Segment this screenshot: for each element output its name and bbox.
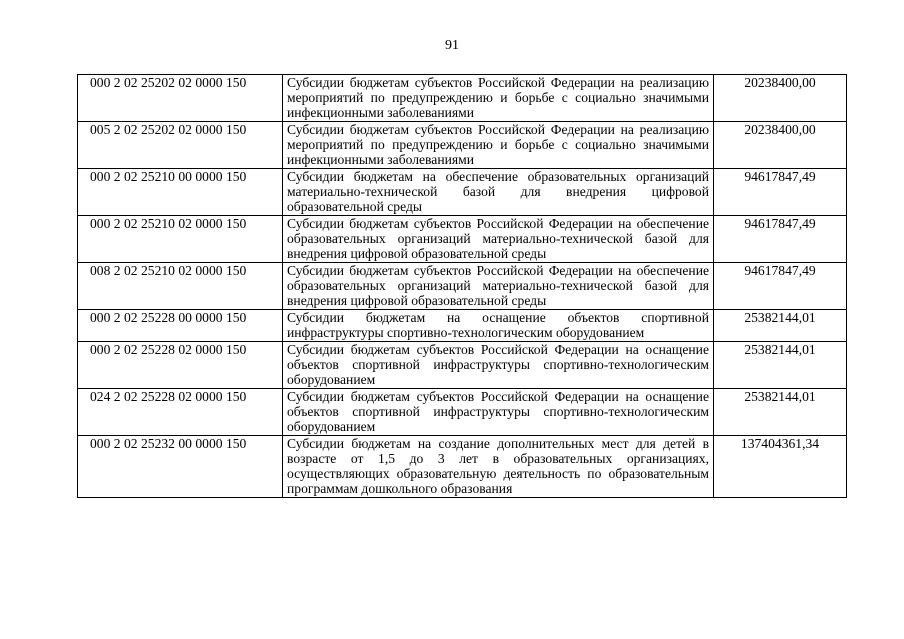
- budget-code-cell: 024 2 02 25228 02 0000 150: [78, 389, 283, 436]
- table-row: [78, 216, 847, 263]
- description-cell: Субсидии бюджетам на оснащение объектов спортивной инфраструктуры спортивно-технологическим оборудованием: [283, 310, 714, 342]
- page-number: 91: [445, 38, 459, 53]
- amount-cell: 94617847,49: [714, 263, 847, 310]
- budget-code-cell: 000 2 02 25210 02 0000 150: [78, 216, 283, 263]
- budget-code-cell: 005 2 02 25202 02 0000 150: [78, 122, 283, 169]
- budget-code-cell: 008 2 02 25210 02 0000 150: [78, 263, 283, 310]
- table-row: [78, 75, 847, 122]
- budget-code-cell: 000 2 02 25228 00 0000 150: [78, 310, 283, 342]
- amount-cell: 137404361,34: [714, 436, 847, 498]
- description-cell: Субсидии бюджетам субъектов Российской Федерации на оснащение объектов спортивной инфраструктуры спортивно-технологическим оборудованием: [283, 389, 714, 436]
- description-cell: Субсидии бюджетам субъектов Российской Федерации на обеспечение образовательных организаций материально-технической базой для внедрения цифровой образовательной среды: [283, 216, 714, 263]
- description-cell: Субсидии бюджетам субъектов Российской Федерации на реализацию мероприятий по предупреждению и борьбе с социально значимыми инфекционными заболеваниями: [283, 122, 714, 169]
- amount-cell: 25382144,01: [714, 342, 847, 389]
- table-row: [78, 310, 847, 342]
- description-cell: Субсидии бюджетам на создание дополнительных мест для детей в возрасте от 1,5 до 3 лет в образовательных организациях, осуществляющих образовательную деятельность по образовательным программам дошкольного образования: [283, 436, 714, 498]
- table-row: [78, 389, 847, 436]
- description-cell: Субсидии бюджетам субъектов Российской Федерации на реализацию мероприятий по предупреждению и борьбе с социально значимыми инфекционными заболеваниями: [283, 75, 714, 122]
- table-row: [78, 169, 847, 216]
- budget-code-cell: 000 2 02 25232 00 0000 150: [78, 436, 283, 498]
- amount-cell: 25382144,01: [714, 310, 847, 342]
- table-row: [78, 436, 847, 498]
- description-cell: Субсидии бюджетам субъектов Российской Федерации на обеспечение образовательных организаций материально-технической базой для внедрения цифровой образовательной среды: [283, 263, 714, 310]
- table-row: [78, 263, 847, 310]
- description-cell: Субсидии бюджетам субъектов Российской Федерации на оснащение объектов спортивной инфраструктуры спортивно-технологическим оборудованием: [283, 342, 714, 389]
- budget-code-cell: 000 2 02 25228 02 0000 150: [78, 342, 283, 389]
- table-row: [78, 122, 847, 169]
- amount-cell: 20238400,00: [714, 75, 847, 122]
- amount-cell: 94617847,49: [714, 169, 847, 216]
- amount-cell: 25382144,01: [714, 389, 847, 436]
- budget-revenue-table: [77, 74, 847, 498]
- budget-code-cell: 000 2 02 25202 02 0000 150: [78, 75, 283, 122]
- description-cell: Субсидии бюджетам на обеспечение образовательных организаций материально-технической базой для внедрения цифровой образовательной среды: [283, 169, 714, 216]
- budget-code-cell: 000 2 02 25210 00 0000 150: [78, 169, 283, 216]
- amount-cell: 20238400,00: [714, 122, 847, 169]
- table-row: [78, 342, 847, 389]
- amount-cell: 94617847,49: [714, 216, 847, 263]
